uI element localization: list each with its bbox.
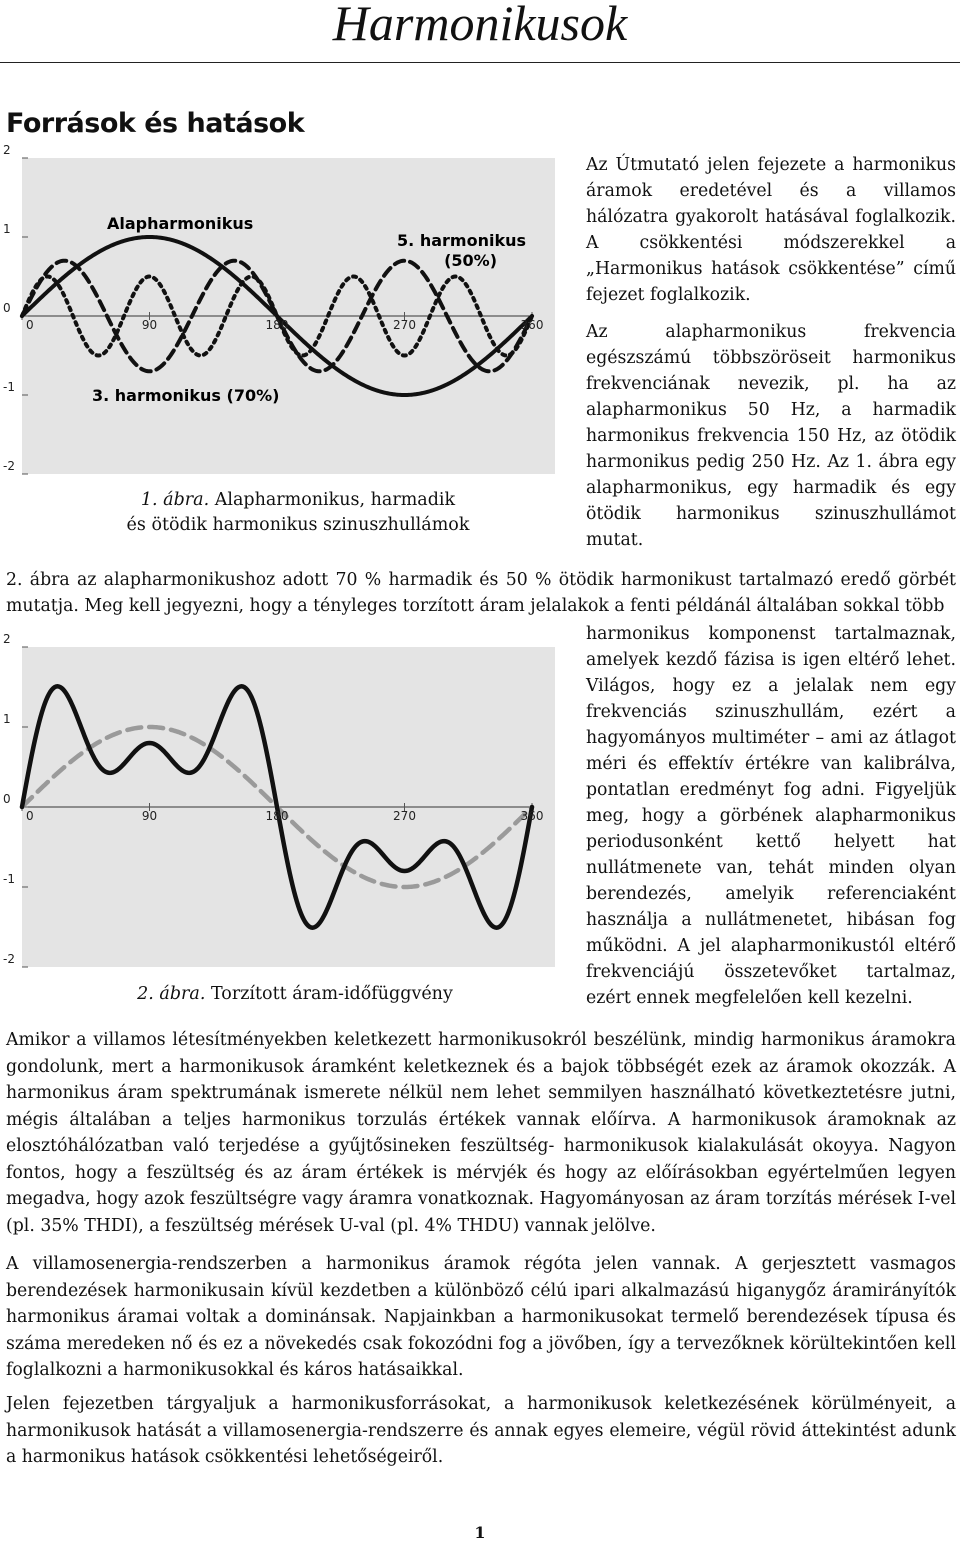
figure1-caption-line1: Alapharmonikus, harmadik [209,490,456,510]
figure2-caption [120,982,470,1007]
body-paragraph-2: A villamosenergia-rendszerben a harmonikus áramok régóta jelen vannak. A gerjesztett vasmagos berendezések harmonikusain kívül kezdetben a különböző célú ipari alkalmazású higanygőz áramirányítók harmonikus áramai voltak a dominánsak. Napjainkban a harmonikusokat termelő berendezések típusa és száma meredeken nő és ez a növekedés csak fokozódni fog a jövőben, így a tervezőknek körültekintően kell foglalkozni a harmonikusokkal és káros hatásaikkal. [6,1254,956,1380]
figure2-side-paragraph: harmonikus komponenst tartalmaznak, amelyek kezdő fázisa is igen eltérő lehet. Világos, hogy ez a jelalak nem egy frekvenciás szinuszhullám, ezért a hagyományos multiméter – ami az átlagot méri és effektív értékre van kalibrálva, pontatlan eredményt fog adni. Figyeljük meg, hogy a görbének alapharmonikus periodusonként kettő helyett hat nullátmenete van, tehát minden olyan berendezés, amelyik referenciaként használja a nullátmenetet, hibásan fog működni. A jel alapharmonikustól eltérő frekvenciájú összetevőket tartalmaz, ezért ennek megfelelően kell kezelni. [586,624,956,1008]
fig2-y-tick-label: -1 [3,872,15,886]
figure1-chart [0,143,560,540]
fig1-y-tick-label: 0 [3,301,11,315]
figure1-label-fifth-line2: (50%) [444,251,497,270]
fig1-y-tick-label: 1 [3,222,11,236]
figure1-label-third: 3. harmonikus (70%) [92,386,280,405]
body-paragraph-1: Amikor a villamos létesítményekben keletkezett harmonikusokról beszélünk, mindig harmonikus áramokra gondolunk, mert a harmonikusok áramként keletkeznek és a bajok többségét ezek az áramok okozzák. A harmonikus áram spektrumának ismerete nélkül nem lehet semmilyen használható következtetésre jutni, mégis általában a teljes harmonikus torzulás értékek vannak előírva. A harmonikusok áramoknak az elosztóhálózatban való terjedése a gyűjtősineken feszültség- harmonikusok kialakulását okoyya. Nagyon fontos, hogy a feszültség és az áram értékek is mérvjék és hogy az előírásokban egyértelműen legyen megadva, hogy azok feszültségre vagy áramra vonatkoznak. Hagyományosan az áram torzítás mérések I-vel (pl. 35% THDI), a feszültség mérések U-val (pl. 4% THDU) vannak jelölve. [6,1030,956,1236]
intro-paragraph-1: Az Útmutató jelen fejezete a harmonikus áramok eredetével és a villamos hálózatra gyakorolt hatásával foglalkozik. A csökkentési módszerekkel a „Harmonikus hatások csökkentése” című fejezet foglalkozik. [586,155,956,305]
section-title: Források és hatások [6,108,305,139]
fig1-y-tick-label: -1 [3,380,15,394]
figure1-caption [108,488,488,538]
page-title: Harmonikusok [332,0,628,51]
figure2-chart [0,632,560,1015]
title-divider [0,62,960,63]
fig2-y-tick-label: 2 [3,632,11,646]
intro-paragraph-2: Az alapharmonikus frekvencia egészszámú többszöröseit harmonikus frekvenciának nevezik, pl. ha az alapharmonikus 50 Hz, a harmadik harmonikus frekvencia 150 Hz, az ötödik harmonikus pedig 250 Hz. Az 1. ábra egy alapharmonikus, egy harmadik és egy ötödik harmonikus szinuszhullámot mutat. [586,322,956,550]
page-number: 1 [474,1523,486,1542]
fig2-y-tick-label: -2 [3,952,15,966]
fig2-x-tick-label: 180 [265,809,289,823]
fig1-x-tick-label: 90 [141,318,158,332]
fig1-x-tick-label: 0 [26,318,34,332]
fig2-x-tick-label: 360 [520,809,544,823]
figure1-caption-label: 1. ábra. [140,490,210,510]
fig1-x-tick-label: 270 [393,318,416,332]
fig1-x-tick-label: 360 [520,318,544,332]
body-paragraph-3: Jelen fejezetben tárgyaljuk a harmonikusforrásokat, a harmonikusok keletkezésének körülményeit, a harmonikusok hatását a villamosenergia-rendszerre és annak egyes elemeire, végül rövid áttekintést adunk a harmonikus hatások csökkentési lehetőségeiről. [6,1394,956,1467]
fig2-x-tick-label: 90 [141,809,158,823]
figure2-intro-paragraph: 2. ábra az alapharmonikushoz adott 70 % harmadik és 50 % ötödik harmonikust tartalmazó eredő görbét mutatja. Meg kell jegyezni, hogy a tényleges torzított áram jelalakok a fenti példánál általában sokkal több [6,570,956,616]
fig1-y-tick-label: 2 [3,143,11,157]
fig2-y-tick-label: 0 [3,792,11,806]
figure2-caption-label: 2. ábra. [137,984,206,1004]
figure1-label-fundamental: Alapharmonikus [107,214,254,233]
figure2-caption-rest: Torzított áram-időfüggvény [205,984,453,1004]
fig1-y-tick-label: -2 [3,459,15,473]
fig2-x-tick-label: 0 [26,809,34,823]
fig2-x-tick-label: 270 [393,809,416,823]
fig1-x-tick-label: 180 [265,318,289,332]
figure1-caption-line2: és ötödik harmonikus szinuszhullámok [126,515,470,535]
figure1-label-fifth-line1: 5. harmonikus [397,231,526,250]
fig2-y-tick-label: 1 [3,712,11,726]
